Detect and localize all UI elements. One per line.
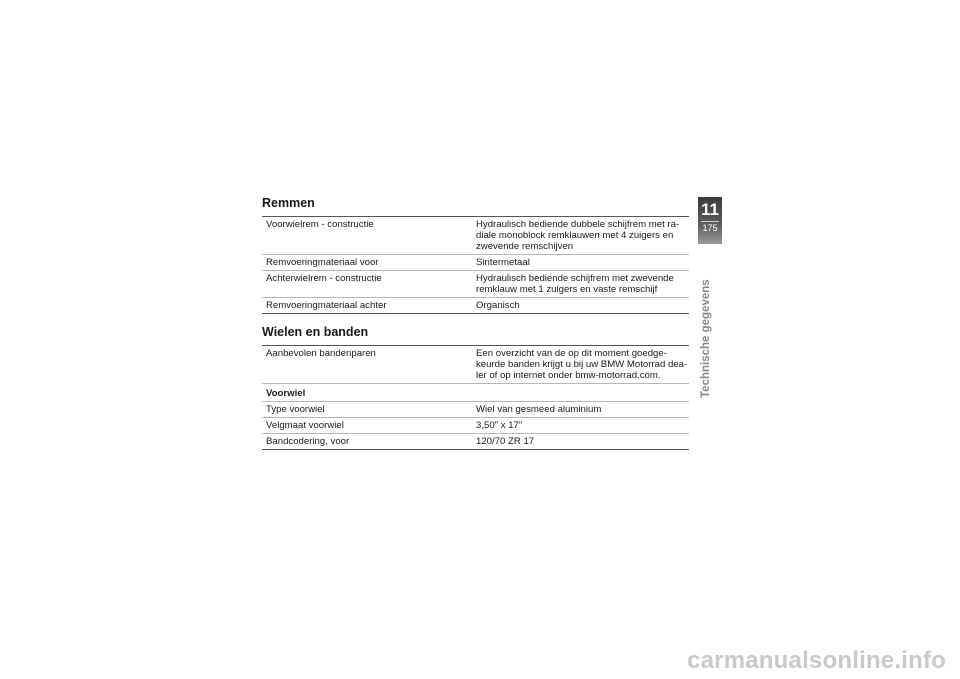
table-row [262,298,689,314]
row-label: Velgmaat voorwiel [266,420,344,431]
wielen-table [262,345,689,450]
row-value: Sintermetaal [476,257,530,268]
chapter-side-label: Technische gegevens [700,279,712,398]
row-value: Hydraulisch bediende schijfrem met zwevende remklauw met 1 zuigers en vaste remschijf [476,273,674,295]
table-row [262,217,689,255]
row-label: Voorwielrem - constructie [266,219,374,230]
section-title-wielen: Wielen en banden [262,325,369,339]
remmen-table [262,216,689,314]
table-subheading-row [262,384,689,402]
table-row [262,346,689,384]
row-label: Bandcodering, voor [266,436,350,447]
watermark: carmanualsonline.info [687,647,946,674]
row-value: Een overzicht van de op dit moment goedge- keurde banden krijgt u bij uw BMW Motorrad dea- ler of op internet onder bmw-motorrad.com. [476,348,688,381]
table-row [262,255,689,271]
chapter-tab [698,197,722,244]
row-value: 120/70 ZR 17 [476,436,535,447]
table-row [262,271,689,298]
subheading-voorwiel: Voorwiel [266,388,306,399]
row-value: 3,50" x 17" [476,420,523,431]
row-value: Wiel van gesmeed aluminium [476,404,602,415]
row-label: Achterwielrem - constructie [266,273,382,284]
page-number: 175 [702,223,718,233]
table-row [262,418,689,434]
row-label: Remvoeringmateriaal achter [266,300,387,311]
table-row [262,434,689,450]
page-content [262,196,689,450]
chapter-number: 11 [701,200,719,219]
section-title-remmen: Remmen [262,196,315,210]
row-label: Remvoeringmateriaal voor [266,257,379,268]
table-row [262,402,689,418]
row-label: Type voorwiel [266,404,325,415]
row-value: Hydraulisch bediende dubbele schijfrem met ra- diale monoblock remklauwen met 4 zuigers en zwevende remschijven [476,219,680,252]
row-value: Organisch [476,300,520,311]
row-label: Aanbevolen bandenparen [266,348,376,359]
